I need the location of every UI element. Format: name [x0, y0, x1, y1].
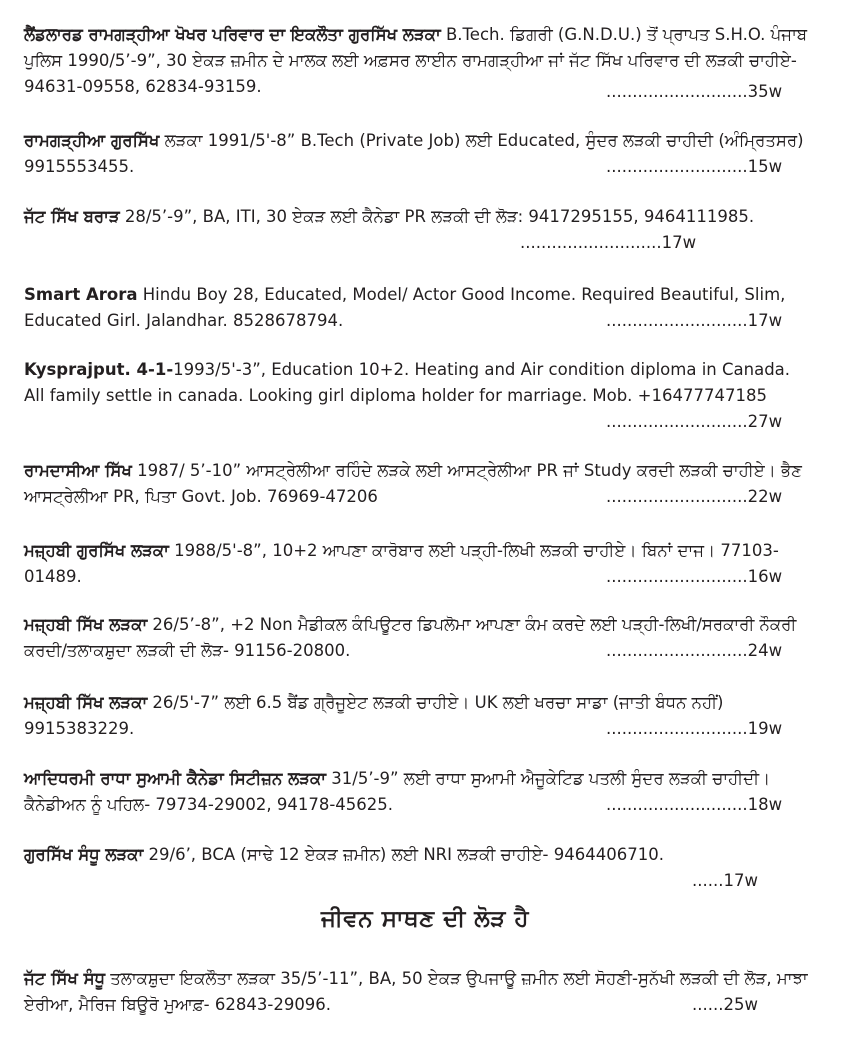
classified-ad-5 — [24, 357, 814, 431]
classified-ad-6 — [24, 458, 814, 510]
ad-code: ...........................15w — [606, 157, 783, 176]
ad-lead: ਮਜ਼੍ਹਬੀ ਸਿੱਖ ਲੜਕਾ — [24, 615, 148, 634]
ad-code: ......17w — [692, 871, 758, 890]
ad-code: ...........................27w — [606, 412, 783, 431]
ad-code: ...........................24w — [606, 641, 783, 660]
ad-code: ...........................19w — [606, 719, 783, 738]
ad-body: 31/5’-9” ਲਈ ਰਾਧਾ ਸੁਆਮੀ ਐਜੂਕੇਟਿਡ ਪਤਲੀ ਸੁੰਦਰ ਲੜਕੀ ਚਾਹੀਦੀ। ਕੈਨੇਡੀਅਨ ਨੂੰ ਪਹਿਲ- 79734-29002, 94178-45625. — [24, 769, 771, 814]
ad-body: 1987/ 5’-10” ਆਸਟ੍ਰੇਲੀਆ ਰਹਿੰਦੇ ਲੜਕੇ ਲਈ ਆਸਟ੍ਰੇਲੀਆ PR ਜਾਂ Study ਕਰਦੀ ਲੜਕੀ ਚਾਹੀਏ। ਭੈਣ ਆਸਟ੍ਰੇਲੀਆ PR, ਪਿਤਾ Govt. Job. 76969-47206 — [24, 461, 802, 506]
ad-lead: ਆਦਿਧਰਮੀ ਰਾਧਾ ਸੁਆਮੀ ਕੈਨੇਡਾ ਸਿਟੀਜ਼ਨ ਲੜਕਾ — [24, 769, 327, 788]
ad-lead: ਲੈਂਡਲਾਰਡ ਰਾਮਗੜ੍ਹੀਆ ਖੋਖਰ ਪਰਿਵਾਰ ਦਾ ਇਕਲੌਤਾ ਗੁਰਸਿੱਖ ਲੜਕਾ — [24, 25, 441, 44]
ad-body: 29/6’, BCA (ਸਾਢੇ 12 ਏਕੜ ਜ਼ਮੀਨ) ਲਈ NRI ਲੜਕੀ ਚਾਹੀਏ- 9464406710. — [143, 845, 664, 864]
ad-code: ...........................17w — [606, 311, 783, 330]
classified-ad-3 — [24, 204, 814, 252]
ad-lead: ਰਾਮਗੜ੍ਹੀਆ ਗੁਰਸਿੱਖ — [24, 131, 160, 150]
classified-ad-8 — [24, 612, 814, 664]
ad-lead: Kysprajput. 4-1- — [24, 360, 174, 379]
ad-body: 1988/5'-8”, 10+2 ਆਪਣਾ ਕਾਰੋਬਾਰ ਲਈ ਪੜ੍ਹੀ-ਲਿਖੀ ਲੜਕੀ ਚਾਹੀਏ। ਬਿਨਾਂ ਦਾਜ। 77103-01489. — [24, 541, 779, 586]
classified-ad-4 — [24, 282, 814, 334]
ad-lead: ਮਜ਼੍ਹਬੀ ਗੁਰਸਿੱਖ ਲੜਕਾ — [24, 541, 169, 560]
ad-lead: ਗੁਰਸਿੱਖ ਸੰਧੂ ਲੜਕਾ — [24, 845, 144, 864]
ad-lead: Smart Arora — [24, 285, 138, 304]
ad-body: 26/5'-7” ਲਈ 6.5 ਬੈਂਡ ਗ੍ਰੈਜੂਏਟ ਲੜਕੀ ਚਾਹੀਏ। UK ਲਈ ਖਰਚਾ ਸਾਡਾ (ਜਾਤੀ ਬੰਧਨ ਨਹੀਂ) 9915383229. — [24, 693, 724, 738]
section-heading: ਜੀਵਨ ਸਾਥਣ ਦੀ ਲੋੜ ਹੈ — [320, 906, 530, 932]
ad-code: ......25w — [692, 995, 758, 1014]
ad-code: ...........................22w — [606, 487, 783, 506]
ad-code: ...........................16w — [606, 567, 783, 586]
ad-body: Hindu Boy 28, Educated, Model/ Actor Good Income. Required Beautiful, Slim, Educated Girl. Jalandhar. 8528678794. — [24, 285, 786, 330]
classified-ad-7 — [24, 538, 814, 590]
ad-body: 26/5’-8”, +2 Non ਮੈਡੀਕਲ ਕੰਪਿਊਟਰ ਡਿਪਲੋਮਾ ਆਪਣਾ ਕੰਮ ਕਰਦੇ ਲਈ ਪੜ੍ਹੀ-ਲਿਖੀ/ਸਰਕਾਰੀ ਨੌਕਰੀ ਕਰਦੀ/ਤਲਾਕਸ਼ੁਦਾ ਲੜਕੀ ਦੀ ਲੋੜ- 91156-20800. — [24, 615, 797, 660]
ad-lead: ਰਾਮਦਾਸੀਆ ਸਿੱਖ — [24, 461, 132, 480]
ad-code: ...........................17w — [520, 233, 697, 252]
ad-body: ਤਲਾਕਸ਼ੁਦਾ ਇਕਲੌਤਾ ਲੜਕਾ 35/5’-11”, BA, 50 ਏਕੜ ਉਪਜਾਊ ਜ਼ਮੀਨ ਲਈ ਸੋਹਣੀ-ਸੁਨੱਖੀ ਲੜਕੀ ਦੀ ਲੋੜ, ਮਾਝਾ ਏਰੀਆ, ਮੈਰਿਜ ਬਿਊਰੋ ਮੁਆਫ਼- 62843-29096. — [24, 969, 808, 1014]
classified-ad-2 — [24, 128, 814, 180]
ad-body: 1993/5'-3”, Education 10+2. Heating and Air condition diploma in Canada. All family settle in canada. Looking girl diploma holder for marriage. Mob. +16477747185 — [24, 360, 791, 405]
classified-ad-12 — [24, 966, 814, 1018]
ad-lead: ਜੱਟ ਸਿੱਖ ਸੰਧੂ — [24, 969, 105, 988]
ad-body: B.Tech. ਡਿਗਰੀ (G.N.D.U.) ਤੋਂ ਪ੍ਰਾਪਤ S.H.O. ਪੰਜਾਬ ਪੁਲਿਸ 1990/5’-9”, 30 ਏਕੜ ਜ਼ਮੀਨ ਦੇ ਮਾਲਕ ਲਈ ਅਫ਼ਸਰ ਲਾਈਨ ਰਾਮਗੜ੍ਹੀਆ ਜਾਂ ਜੱਟ ਸਿੱਖ ਪਰਿਵਾਰ ਦੀ ਲੜਕੀ ਚਾਹੀਏ- 94631-09558, 62834-93159. — [24, 25, 808, 96]
classified-ad-9 — [24, 690, 814, 742]
ad-body: ਲੜਕਾ 1991/5'-8” B.Tech (Private Job) ਲਈ Educated, ਸੁੰਦਰ ਲੜਕੀ ਚਾਹੀਦੀ (ਅੰਮ੍ਰਿਤਸਰ) 9915553455. — [24, 131, 804, 176]
classified-ad-11 — [24, 842, 814, 890]
ad-body: 28/5’-9”, BA, ITI, 30 ਏਕੜ ਲਈ ਕੈਨੇਡਾ PR ਲੜਕੀ ਦੀ ਲੋੜ: 9417295155, 9464111985. — [119, 207, 755, 226]
ad-lead: ਜੱਟ ਸਿੱਖ ਬਰਾੜ — [24, 207, 120, 226]
ad-code: ...........................35w — [606, 82, 783, 101]
ad-lead: ਮਜ਼੍ਹਬੀ ਸਿੱਖ ਲੜਕਾ — [24, 693, 148, 712]
ad-code: ...........................18w — [606, 795, 783, 814]
classified-ad-10 — [24, 766, 814, 818]
classified-ad-1 — [24, 22, 814, 100]
